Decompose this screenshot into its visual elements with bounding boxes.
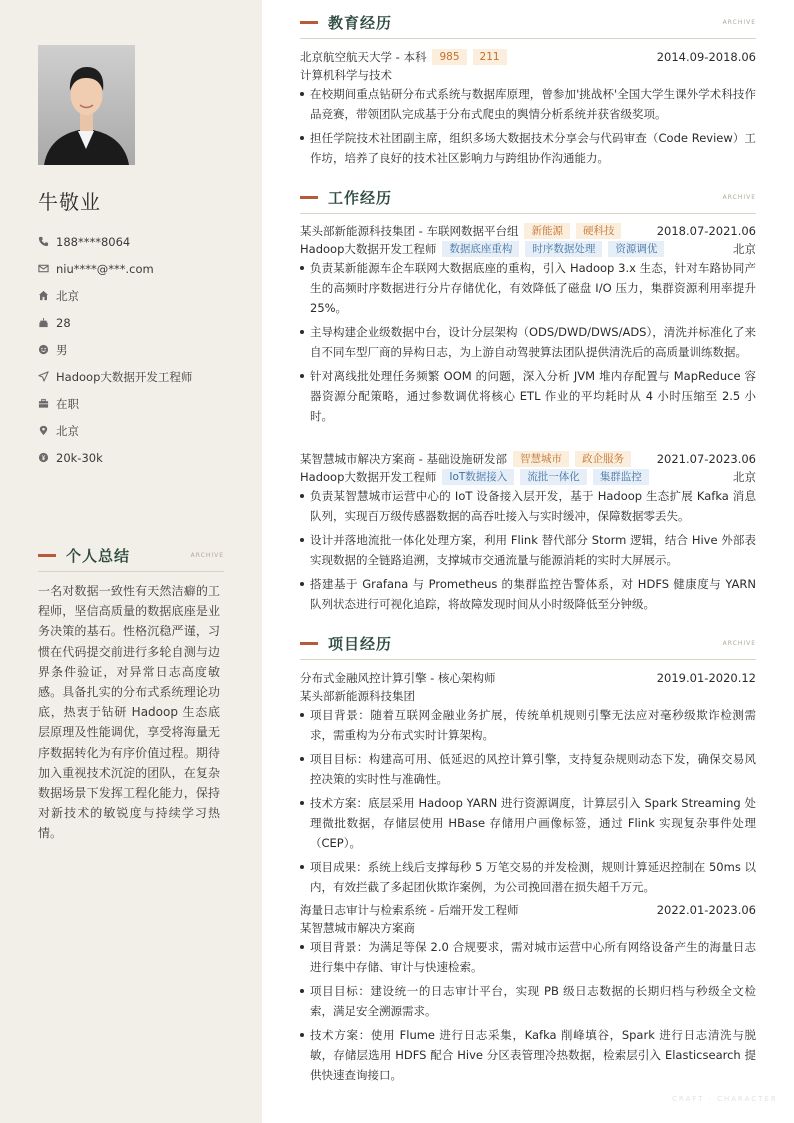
- section-accent-bar: [300, 642, 318, 645]
- job-company-tag: 硬科技: [576, 223, 622, 239]
- summary-title: 个人总结: [66, 546, 131, 565]
- job-date: 2021.07-2023.06: [656, 452, 756, 466]
- project-name: 分布式金融风控计算引擎 - 核心架构师: [300, 671, 496, 685]
- list-item: 项目目标：建设统一的日志审计平台，实现 PB 级日志数据的长期归档与秒级全文检索，满足安全溯源需求。: [300, 981, 756, 1021]
- list-item: 项目背景：随着互联网金融业务扩展，传统单机规则引擎无法应对毫秒级欺诈检测需求，需重构为分布式实时计算架构。: [300, 705, 756, 745]
- info-target-role: [38, 363, 248, 390]
- summary-archive-tag: ARCHIVE: [190, 551, 224, 559]
- project-org: 某智慧城市解决方案商: [300, 921, 415, 935]
- cake-icon: [38, 316, 56, 330]
- project-org: 某头部新能源科技集团: [300, 689, 415, 703]
- project-org-row: [300, 687, 756, 705]
- education-bullets: [300, 84, 756, 172]
- projects-title: 项目经历: [328, 634, 393, 653]
- job-role-tag: IoT数据接入: [442, 469, 514, 485]
- candidate-name: 牛敬业: [38, 190, 101, 214]
- info-target-role-text: Hadoop大数据开发工程师: [56, 369, 193, 384]
- job-company: 某头部新能源科技集团 - 车联网数据平台组: [300, 224, 519, 238]
- project-date: 2019.01-2020.12: [656, 671, 756, 685]
- work-divider: [300, 213, 756, 214]
- list-item: 项目成果：系统上线后支撑每秒 5 万笔交易的并发检测，规则计算延迟控制在 50ms 以内，有效拦截了多起团伙欺诈案例，为公司挽回潜在损失超千万元。: [300, 857, 756, 897]
- job-bullets: [300, 486, 756, 618]
- list-item: 搭建基于 Grafana 与 Prometheus 的集群监控告警体系，对 HDFS 健康度与 YARN 队列状态进行可视化追踪，将故障发现时间从小时级降低至分钟级。: [300, 574, 756, 614]
- job-role-tag: 数据底座重构: [442, 241, 519, 257]
- phone-icon: [38, 235, 56, 249]
- list-item: 在校期间重点钻研分布式系统与数据库原理，曾参加'挑战杯'全国大学生课外学术科技作品竞赛，带领团队完成基于分布式爬虫的舆情分析系统并获省级奖项。: [300, 84, 756, 124]
- education-date: 2014.09-2018.06: [656, 50, 756, 64]
- location-pin-icon: [38, 424, 56, 438]
- summary-divider: [38, 571, 224, 572]
- job-company-row: [300, 222, 756, 240]
- projects-section-header: [300, 632, 756, 654]
- info-salary: [38, 444, 248, 471]
- section-accent-bar: [300, 196, 318, 199]
- job-city: 北京: [733, 242, 756, 256]
- job-role-tag: 流批一体化: [520, 469, 587, 485]
- info-status-text: 在职: [56, 396, 79, 411]
- job-role: Hadoop大数据开发工程师: [300, 470, 437, 484]
- education-section-header: [300, 11, 756, 33]
- job-bullets: [300, 258, 756, 430]
- education-major-row: [300, 66, 756, 84]
- education-major: 计算机科学与技术: [300, 68, 392, 82]
- list-item: 项目背景：为满足等保 2.0 合规要求，需对城市运营中心所有网络设备产生的海量日志进行集中存储、审计与快速检索。: [300, 937, 756, 977]
- info-location-text: 北京: [56, 423, 79, 438]
- work-title: 工作经历: [328, 188, 393, 207]
- job-company-tag: 政企服务: [575, 451, 631, 467]
- contact-info-list: [38, 228, 248, 471]
- education-archive-tag: ARCHIVE: [722, 18, 756, 26]
- home-icon: [38, 289, 56, 303]
- job-role-row: [300, 240, 756, 258]
- project-name-row: [300, 669, 756, 687]
- job-role-tag: 资源调优: [608, 241, 664, 257]
- portrait-photo-icon: [38, 45, 135, 165]
- info-email-text: niu****@***.com: [56, 261, 154, 276]
- summary-text: 一名对数据一致性有天然洁癖的工程师，坚信高质量的数据底座是业务决策的基石。性格沉稳严谨，习惯在代码提交前进行多轮自测与边界条件验证，对异常日志高度敏感。具备扎实的分布式系统理论功底，热衷于钻研 Hadoop 生态底层原理及性能调优，享受将海量无序数据转化为有序价值过程。期待加入重视技术沉淀的团队，在复杂数据场景下发挥工程化能力，保持对新技术的敏锐度与持续学习热情。: [38, 584, 220, 841]
- list-item: 技术方案：底层采用 Hadoop YARN 进行资源调度，计算层引入 Spark Streaming 处理微批数据，存储层使用 HBase 存储用户画像标签，通过 Flink 实现复杂事件处理（CEP）。: [300, 793, 756, 853]
- info-home: [38, 282, 248, 309]
- summary-section-header: [38, 544, 224, 566]
- list-item: 设计并落地流批一体化处理方案，利用 Flink 替代部分 Storm 逻辑，结合 Hive 外部表实现数据的全链路追溯，支撑城市交通流量与能源消耗的实时大屏展示。: [300, 530, 756, 570]
- job-company: 某智慧城市解决方案商 - 基础设施研发部: [300, 452, 507, 466]
- project-bullets: [300, 705, 756, 901]
- work-archive-tag: ARCHIVE: [722, 193, 756, 201]
- project-date: 2022.01-2023.06: [656, 903, 756, 917]
- list-item: 负责某智慧城市运营中心的 IoT 设备接入层开发，基于 Hadoop 生态扩展 Kafka 消息队列，实现百万级传感器数据的高吞吐接入与实时缓冲，保障数据零丢失。: [300, 486, 756, 526]
- job-role-tag: 集群监控: [593, 469, 649, 485]
- job-company-tag: 智慧城市: [513, 451, 569, 467]
- salary-icon: [38, 451, 56, 465]
- job-city: 北京: [733, 470, 756, 484]
- info-phone-text: 188****8064: [56, 234, 131, 249]
- info-gender-text: 男: [56, 342, 68, 357]
- projects-divider: [300, 659, 756, 660]
- education-title: 教育经历: [328, 13, 393, 32]
- list-item: 主导构建企业级数据中台，设计分层架构（ODS/DWD/DWS/ADS），清洗并标准化了来自不同车型厂商的异构日志，为上游自动驾驶算法团队提供清洗后的高质量训练数据。: [300, 322, 756, 362]
- info-phone: [38, 228, 248, 255]
- job-role-row: [300, 468, 756, 486]
- job-company-row: [300, 450, 756, 468]
- list-item: 担任学院技术社团副主席，组织多场大数据技术分享会与代码审查（Code Review）工作坊，培养了良好的技术社区影响力与跨组协作沟通能力。: [300, 128, 756, 168]
- info-salary-text: 20k-30k: [56, 450, 103, 465]
- list-item: 负责某新能源车企车联网大数据底座的重构，引入 Hadoop 3.x 生态，针对车路协同产生的高频时序数据进行分片存储优化，有效降低了磁盘 I/O 压力，集群资源利用率提升 25%。: [300, 258, 756, 318]
- project-name: 海量日志审计与检索系统 - 后端开发工程师: [300, 903, 519, 917]
- education-tag: 985: [432, 49, 466, 65]
- info-status: [38, 390, 248, 417]
- info-age: [38, 309, 248, 336]
- job-company-tag: 新能源: [524, 223, 570, 239]
- project-name-row: [300, 901, 756, 919]
- info-email: [38, 255, 248, 282]
- education-divider: [300, 38, 756, 39]
- list-item: 针对离线批处理任务频繁 OOM 的问题，深入分析 JVM 堆内存配置与 MapReduce 容器资源分配策略，通过参数调优将核心 ETL 作业的平均耗时从 4 小时压缩至 2.5 小时。: [300, 366, 756, 426]
- work-section-header: [300, 186, 756, 208]
- education-school: 北京航空航天大学 - 本科: [300, 50, 427, 64]
- job-role: Hadoop大数据开发工程师: [300, 242, 437, 256]
- info-location: [38, 417, 248, 444]
- sidebar: [0, 0, 262, 1123]
- job-role-tag: 时序数据处理: [525, 241, 602, 257]
- section-accent-bar: [38, 554, 56, 557]
- info-home-text: 北京: [56, 288, 79, 303]
- project-org-row: [300, 919, 756, 937]
- avatar: [38, 45, 135, 165]
- projects-archive-tag: ARCHIVE: [722, 639, 756, 647]
- info-age-text: 28: [56, 315, 71, 330]
- list-item: 项目目标：构建高可用、低延迟的风控计算引擎，支持复杂规则动态下发，确保交易风控决策的实时性与准确性。: [300, 749, 756, 789]
- briefcase-icon: [38, 397, 56, 411]
- section-accent-bar: [300, 21, 318, 24]
- smile-icon: [38, 343, 56, 357]
- info-gender: [38, 336, 248, 363]
- education-tag: 211: [473, 49, 507, 65]
- watermark: CRAFT · CHARACTER: [672, 1095, 778, 1103]
- list-item: 技术方案：使用 Flume 进行日志采集，Kafka 削峰填谷，Spark 进行日志清洗与脱敏，存储层选用 HDFS 配合 Hive 分区表管理冷热数据，检索层引入 Elasticsearch 提供快速查询接口。: [300, 1025, 756, 1085]
- project-bullets: [300, 937, 756, 1089]
- education-school-row: [300, 48, 756, 66]
- mail-icon: [38, 262, 56, 276]
- send-icon: [38, 370, 56, 384]
- job-date: 2018.07-2021.06: [656, 224, 756, 238]
